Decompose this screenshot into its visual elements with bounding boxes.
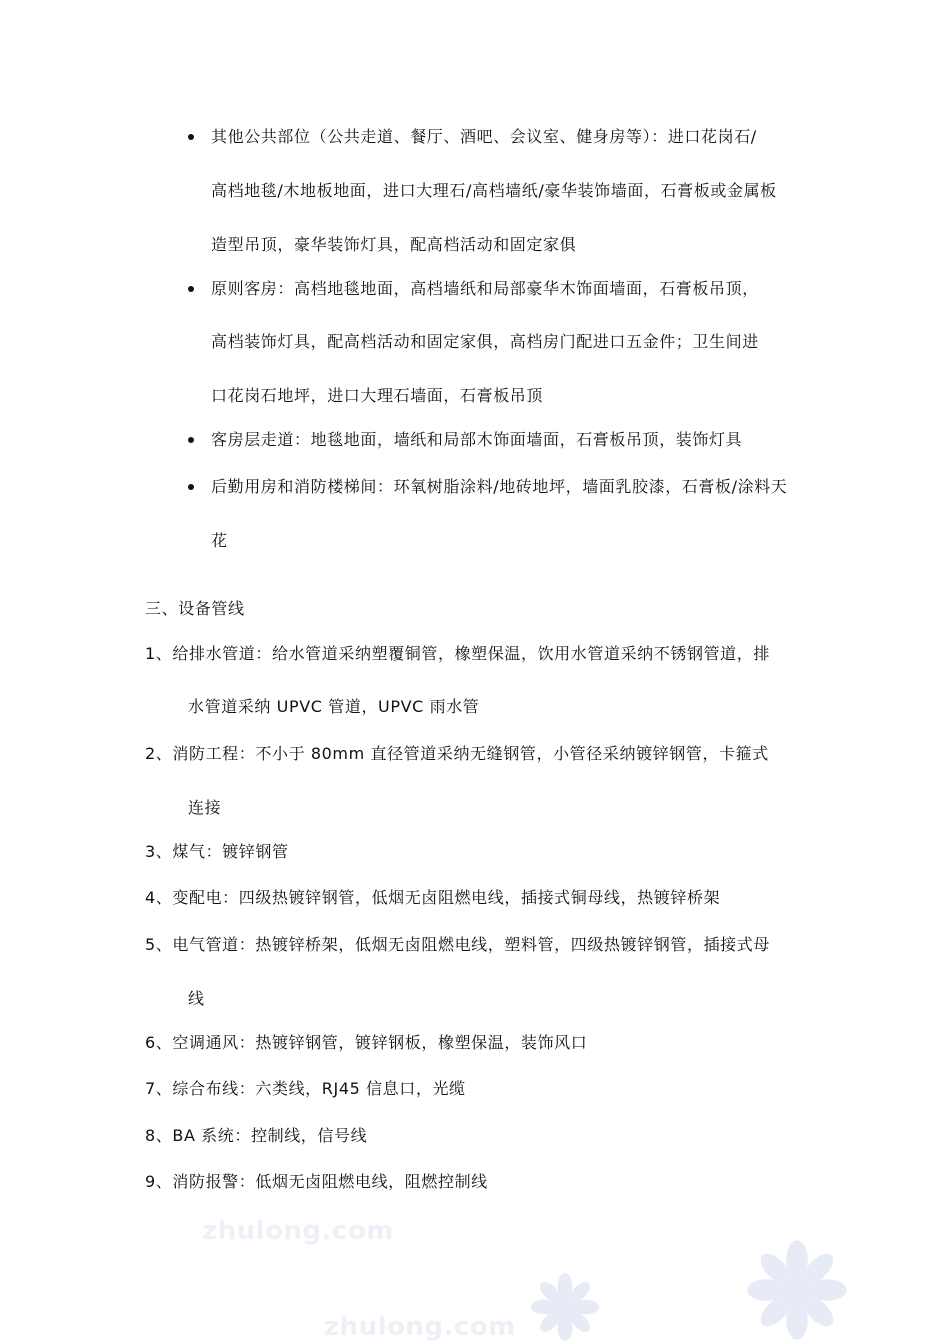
bullet-1-line-2: 高档地毯/木地板地面，进口大理石/高档墙纸/豪华装饰墙面，石膏板或金属板 (211, 181, 777, 200)
item-4-line-1: 4、变配电：四级热镀锌钢管，低烟无卤阻燃电线，插接式铜母线，热镀锌桥架 (145, 888, 721, 907)
watermark-text-top: zhulong.com (202, 1216, 394, 1246)
section-heading: 三、设备管线 (145, 599, 245, 618)
watermark-text-bottom: zhulong.com (324, 1312, 516, 1342)
item-2-line-1: 2、消防工程：不小于 80mm 直径管道采纳无缝钢管，小管径采纳镀锌钢管，卡箍式 (145, 744, 769, 763)
bullet-2-line-1: 原则客房：高档地毯地面，高档墙纸和局部豪华木饰面墙面，石膏板吊顶， (211, 279, 759, 298)
bullet-2-line-3: 口花岗石地坪，进口大理石墙面，石膏板吊顶 (211, 386, 544, 405)
item-7-line-1: 7、综合布线：六类线，RJ45 信息口，光缆 (145, 1079, 466, 1098)
zhulong-snowflake-logo-icon (528, 1270, 602, 1344)
bullet-2-line-2: 高档装饰灯具，配高档活动和固定家俱，高档房门配进口五金件；卫生间进 (211, 332, 759, 351)
bullet-dot (188, 286, 194, 292)
bullet-dot (188, 437, 194, 443)
item-5-line-2: 线 (188, 989, 205, 1008)
item-2-line-2: 连接 (188, 798, 222, 817)
item-5-line-1: 5、电气管道：热镀锌桥架，低烟无卤阻燃电线，塑料管，四级热镀锌钢管，插接式母 (145, 935, 770, 954)
item-6-line-1: 6、空调通风：热镀锌钢管，镀锌钢板，橡塑保温，装饰风口 (145, 1033, 588, 1052)
item-3-line-1: 3、煤气：镀锌钢管 (145, 842, 289, 861)
bullet-1-line-1: 其他公共部位（公共走道、餐厅、酒吧、会议室、健身房等）：进口花岗石/ (211, 127, 757, 146)
item-9-line-1: 9、消防报警：低烟无卤阻燃电线，阻燃控制线 (145, 1172, 488, 1191)
bullet-4-line-2: 花 (211, 531, 228, 550)
item-1-line-1: 1、给排水管道：给水管道采纳塑覆铜管，橡塑保温，饮用水管道采纳不锈钢管道，排 (145, 644, 770, 663)
bullet-dot (188, 484, 194, 490)
item-8-line-1: 8、BA 系统：控制线，信号线 (145, 1126, 368, 1145)
zhulong-snowflake-logo-icon (738, 1236, 856, 1344)
bullet-4-line-1: 后勤用房和消防楼梯间：环氧树脂涂料/地砖地坪，墙面乳胶漆，石膏板/涂料天 (211, 477, 788, 496)
bullet-dot (188, 134, 194, 140)
bullet-1-line-3: 造型吊顶，豪华装饰灯具，配高档活动和固定家俱 (211, 235, 577, 254)
bullet-3-line-1: 客房层走道：地毯地面，墙纸和局部木饰面墙面，石膏板吊顶，装饰灯具 (211, 430, 743, 449)
item-1-line-2: 水管道采纳 UPVC 管道，UPVC 雨水管 (188, 697, 480, 716)
